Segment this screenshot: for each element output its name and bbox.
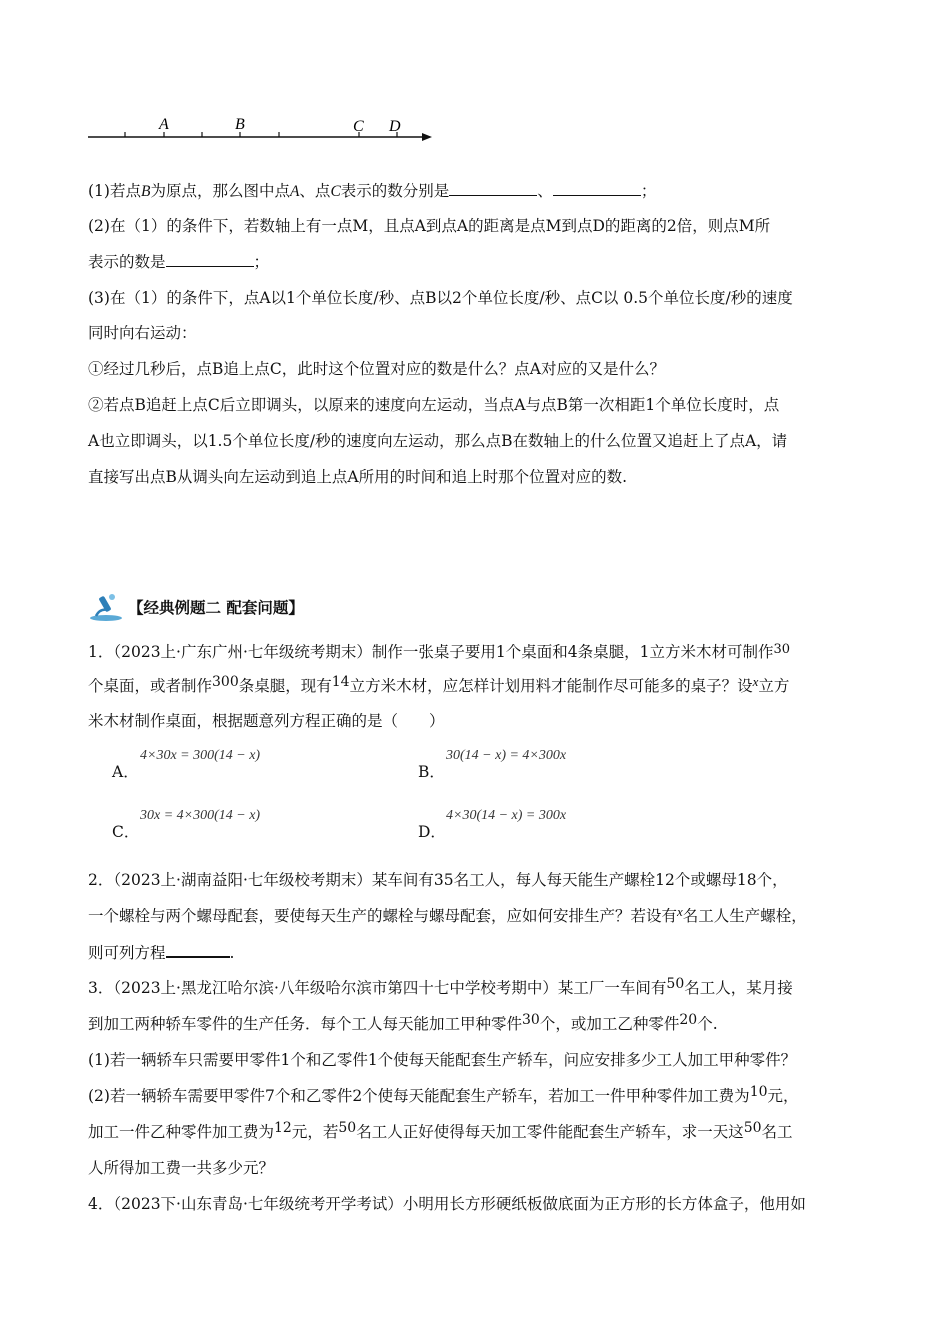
problem-2-line3: 则可列方程 .	[88, 940, 878, 965]
label-c: C	[353, 118, 364, 135]
option-c-label[interactable]: C．	[112, 823, 140, 841]
section-title: 【经典例题二 配套问题】	[128, 598, 304, 617]
problem-1-line1: 1．（2023上·广东广州·七年级统考期末）制作一张桌子要用1个桌面和4条桌腿，1立方米木材可制作$^{30}$	[88, 642, 791, 661]
question-2-line2: 表示的数是 ；	[88, 250, 878, 274]
question-3-sub2-line3: 直接写出点B从调头向左运动到追上点A所用的时间和追上时那个位置对应的数.	[88, 468, 628, 486]
answer-blank-equation[interactable]	[166, 940, 230, 958]
section-header	[88, 590, 304, 624]
problem-4-line1: 4．（2023下·山东青岛·七年级统考开学考试）小明用长方形硬纸板做底面为正方形的长方体盒子，他用如	[88, 1195, 806, 1213]
question-3-sub1: ①经过几秒后，点B追上点C，此时这个位置对应的数是什么？点A对应的又是什么？	[88, 360, 665, 378]
label-d: D	[389, 118, 401, 135]
question-3-line1: (3)在（1）的条件下，点A以1个单位长度/秒、点B以2个单位长度/秒、点C以 0.5个单位长度/秒的速度	[88, 289, 793, 307]
problem-2-line2: 一个螺栓与两个螺母配套，要使每天生产的螺栓与螺母配套，应如何安排生产？若设有$^x$名工人生产螺栓，	[88, 904, 807, 925]
question-3-line2: 同时向右运动：	[88, 324, 197, 342]
question-3-sub2-line2: A也立即调头，以1.5个单位长度/秒的速度向左运动，那么点B在数轴上的什么位置又追赶上了点A，请	[88, 432, 788, 450]
option-d-equation: 4×30(14 − x) = 300x	[446, 808, 567, 823]
answer-blank-a[interactable]	[449, 179, 537, 196]
option-b-label[interactable]: B．	[418, 763, 445, 781]
problem-3-q2-line1: (2)若一辆轿车需要甲零件7个和乙零件2个使每天能配套生产轿车，若加工一件甲种零件加工费为10元，	[88, 1084, 799, 1105]
problem-3-line2: 到加工两种轿车零件的生产任务．每个工人每天能加工甲种零件30个，或加工乙种零件20个.	[88, 1012, 718, 1033]
option-b-equation: 30(14 − x) = 4×300x	[446, 748, 567, 763]
problem-1-line3: 米木材制作桌面，根据题意列方程正确的是（ ）	[88, 712, 445, 730]
question-3-sub2-line1: ②若点B追赶上点C后立即调头，以原来的速度向左运动，当点A与点B第一次相距1个单位长度时，点	[88, 396, 780, 414]
option-c-equation: 30x = 4×300(14 − x)	[140, 808, 261, 823]
number-line	[80, 108, 450, 148]
problem-3-q2-line2: 加工一件乙种零件加工费为12元，若50名工人正好使得每天加工零件能配套生产轿车，求一天这50名工	[88, 1120, 793, 1141]
question-1: (1)若点B为原点，那么图中点A、点C表示的数分别是 、 ；	[88, 179, 878, 204]
answer-blank-m[interactable]	[166, 250, 254, 267]
problem-2-line1: 2．（2023上·湖南益阳·七年级校考期末）某车间有35名工人，每人每天能生产螺栓12个或螺母18个，	[88, 871, 788, 889]
problem-3-q1: (1)若一辆轿车只需要甲零件1个和乙零件1个使每天能配套生产轿车，问应安排多少工人加工甲种零件？	[88, 1051, 797, 1069]
option-a-equation: 4×30x = 300(14 − x)	[140, 748, 261, 763]
problem-3-q2-line3: 人所得加工费一共多少元？	[88, 1159, 275, 1177]
option-d-label[interactable]: D．	[418, 823, 446, 841]
label-b: B	[235, 116, 245, 133]
label-a: A	[159, 116, 169, 133]
answer-blank-c[interactable]	[553, 179, 641, 196]
question-2-line1: (2)在（1）的条件下，若数轴上有一点M，且点A到点A的距离是点M到点D的距离的2倍，则点M所	[88, 217, 771, 235]
problem-3-line1: 3．（2023上·黑龙江哈尔滨·八年级哈尔滨市第四十七中学校考期中）某工厂一车间有50名工人，某月接	[88, 976, 793, 997]
microscope-icon	[88, 592, 124, 622]
problem-1-line2: 个桌面，或者制作300条桌腿，现有14立方米木材，应怎样计划用料才能制作尽可能多的桌子？设$^x$立方	[88, 674, 790, 695]
option-a-label[interactable]: A．	[112, 763, 139, 781]
